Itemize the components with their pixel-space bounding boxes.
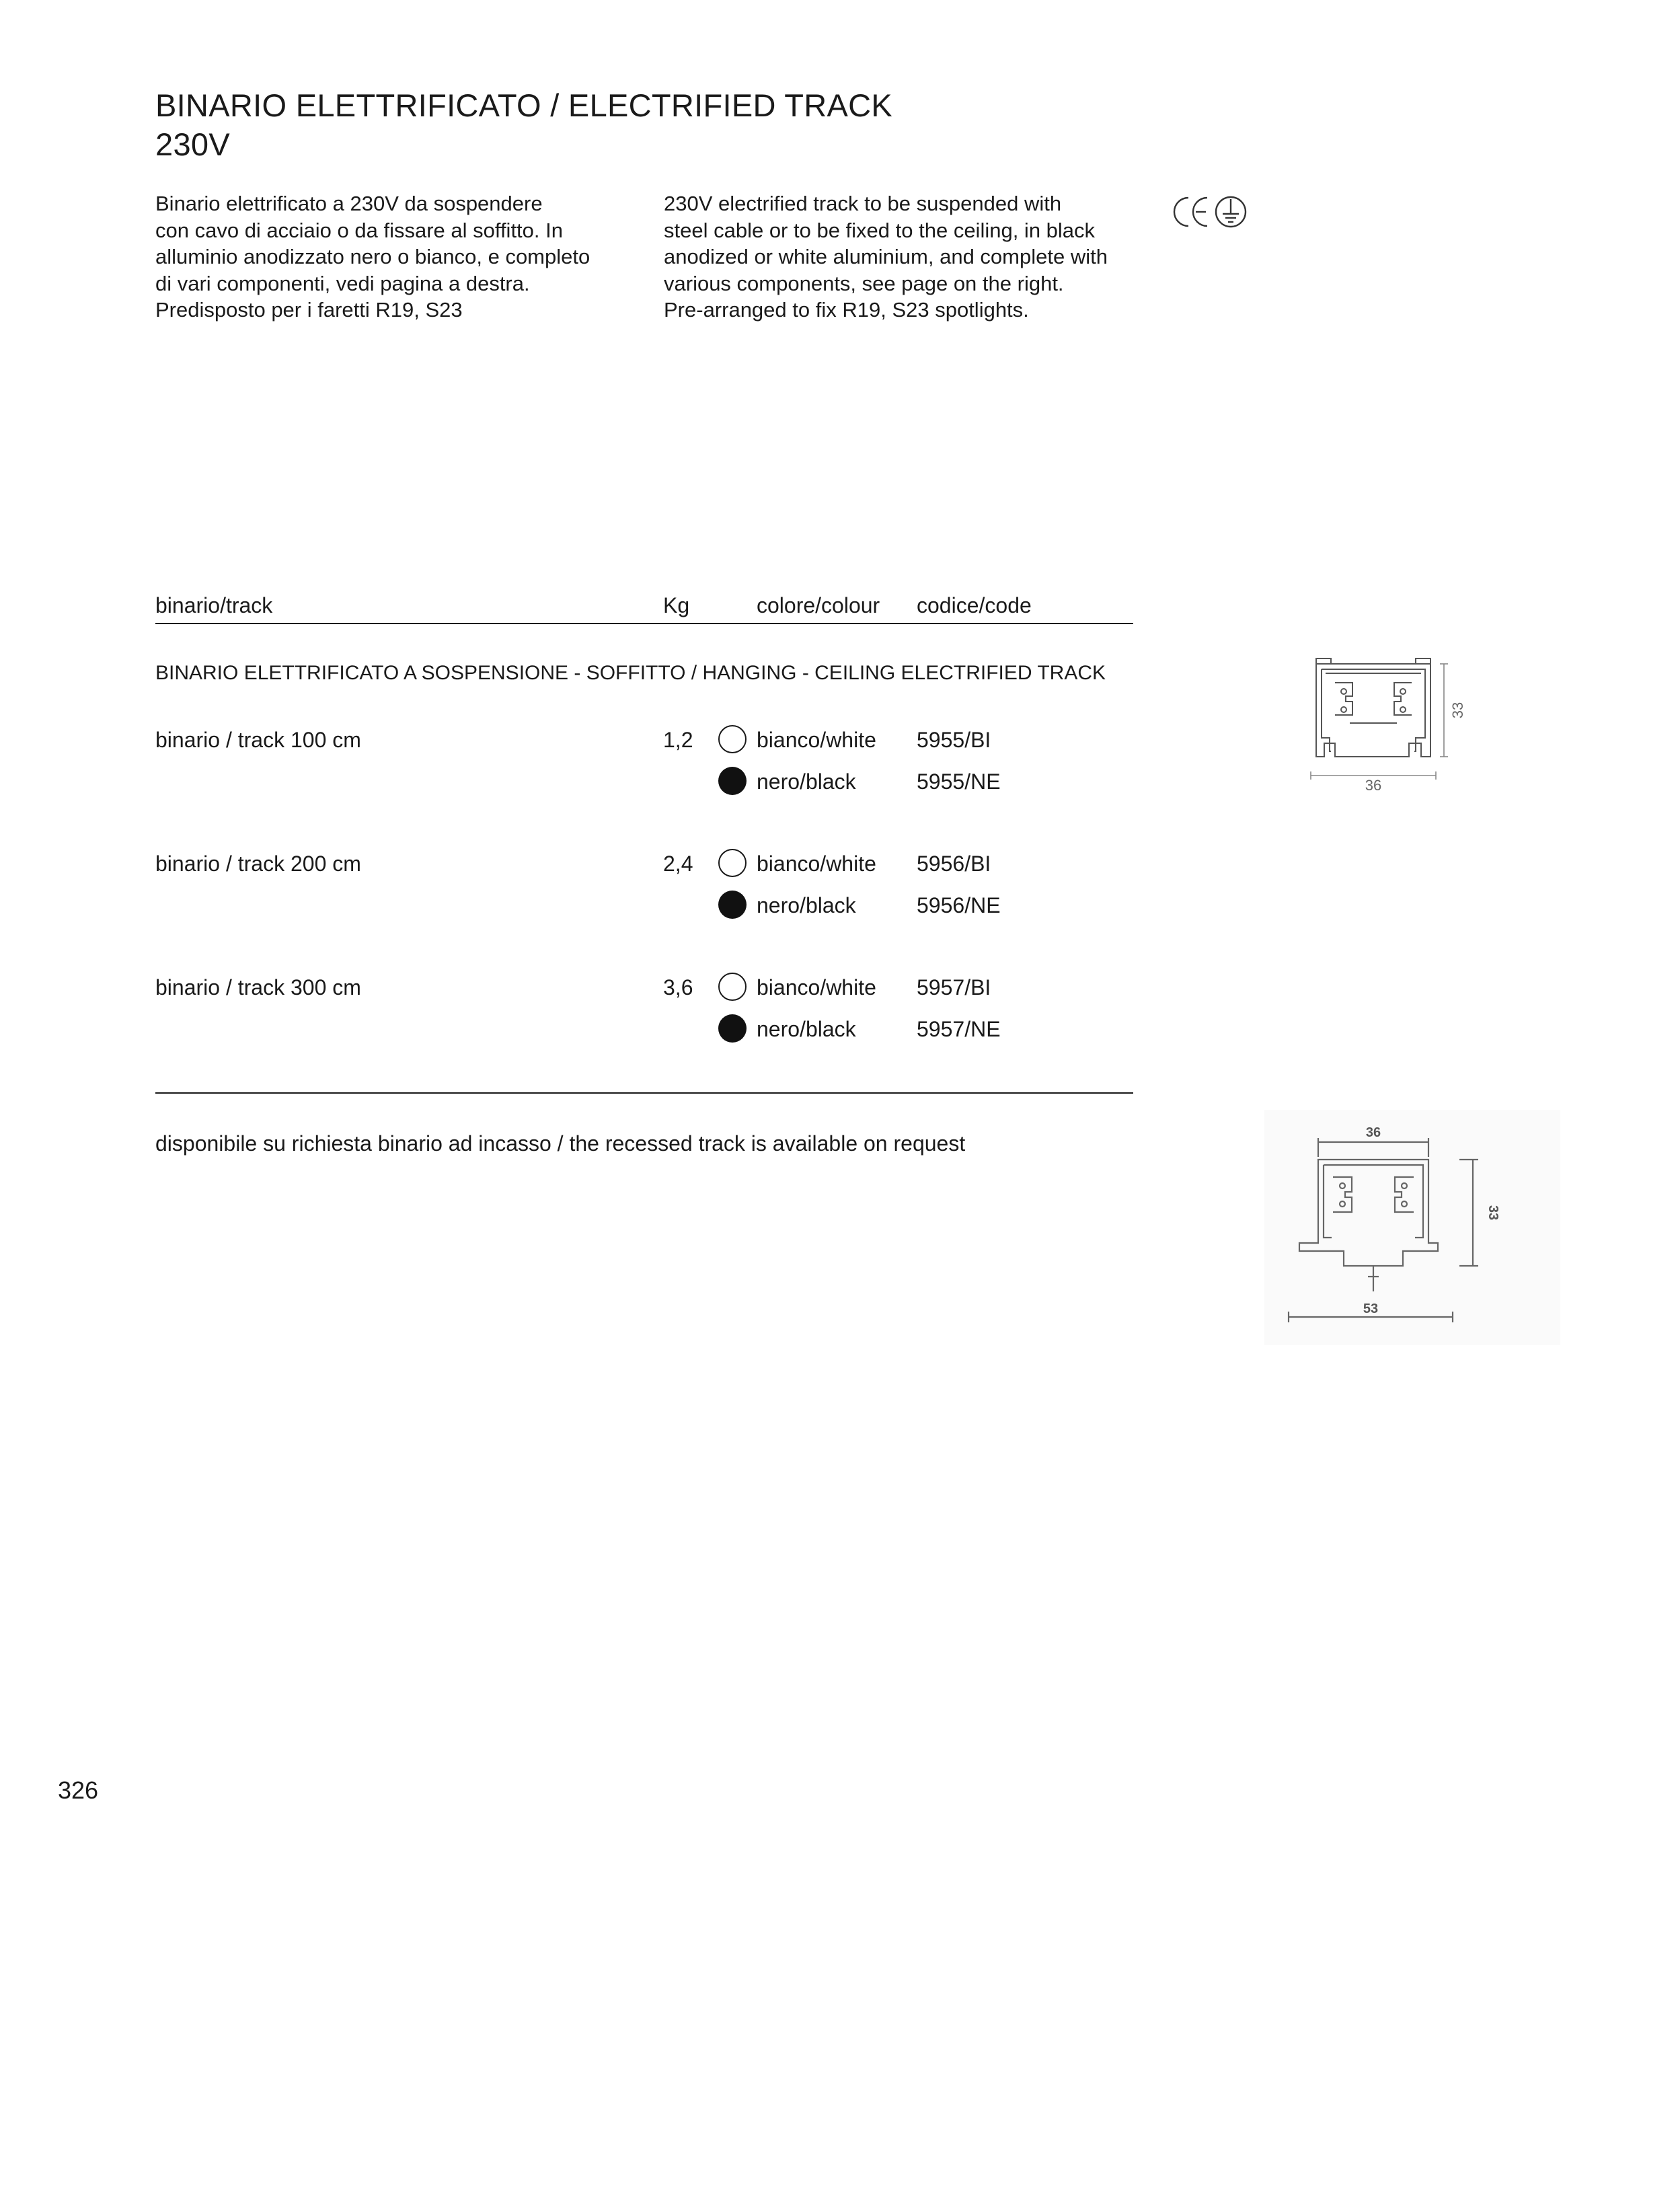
white-swatch-icon <box>718 725 747 753</box>
colour-label: bianco/white <box>757 975 876 999</box>
product-code: 5956/NE <box>917 893 1001 917</box>
page-number: 326 <box>58 1776 99 1804</box>
colour-label: nero/black <box>757 893 856 917</box>
product-code: 5957/BI <box>917 975 991 999</box>
track-kg-300: 3,6 <box>663 975 693 999</box>
white-swatch-icon <box>718 973 747 1001</box>
product-code: 5955/NE <box>917 769 1001 794</box>
product-code: 5956/BI <box>917 852 991 876</box>
ce-mark-icon <box>1174 198 1207 226</box>
track-kg-200: 2,4 <box>663 852 693 876</box>
colour-label: nero/black <box>757 769 856 794</box>
width-dimension-label: 36 <box>1365 777 1382 794</box>
track-kg-100: 1,2 <box>663 728 693 752</box>
certification-icons <box>1170 192 1247 231</box>
colour-label: bianco/white <box>757 852 876 876</box>
desc-en-line: steel cable or to be fixed to the ceiling, in black <box>664 218 1096 242</box>
desc-en-line: Pre-arranged to fix R19, S23 spotlights. <box>664 298 1029 322</box>
availability-note: disponibile su richiesta binario ad incasso / the recessed track is available on request <box>155 1131 966 1156</box>
black-swatch-icon <box>718 1014 747 1043</box>
col-header-track: binario/track <box>155 593 273 617</box>
black-swatch-icon <box>718 891 747 919</box>
height-dimension-label: 33 <box>1486 1205 1500 1221</box>
product-code: 5955/BI <box>917 728 991 752</box>
hanging-track-profile-drawing <box>1308 656 1476 800</box>
recessed-track-profile-drawing <box>1264 1110 1560 1345</box>
desc-it-line: con cavo di acciaio o da fissare al soffitto. In <box>155 218 563 242</box>
desc-en-line: 230V electrified track to be suspended with <box>664 192 1062 215</box>
top-dimension-label: 36 <box>1365 1125 1381 1140</box>
col-header-colour: colore/colour <box>757 593 880 617</box>
track-name-200: binario / track 200 cm <box>155 852 361 876</box>
page-title <box>155 86 892 164</box>
section-title: BINARIO ELETTRIFICATO A SOSPENSIONE - SOFFITTO / HANGING - CEILING ELECTRIFIED TRACK <box>155 662 1106 684</box>
desc-en-line: anodized or white aluminium, and complete with <box>664 245 1108 268</box>
table-header-rule <box>155 623 1133 624</box>
height-dimension-label: 33 <box>1449 702 1466 719</box>
black-swatch-icon <box>718 767 747 795</box>
col-header-code: codice/code <box>917 593 1032 617</box>
white-swatch-icon <box>718 849 747 877</box>
description-english <box>664 190 1161 324</box>
bottom-dimension-label: 53 <box>1363 1302 1379 1316</box>
col-header-kg: Kg <box>663 593 690 617</box>
colour-label: bianco/white <box>757 728 876 752</box>
desc-it-line: Predisposto per i faretti R19, S23 <box>155 298 463 322</box>
desc-it-line: Binario elettrificato a 230V da sospendere <box>155 192 543 215</box>
desc-it-line: alluminio anodizzato nero o bianco, e completo <box>155 245 590 268</box>
title-line-1: BINARIO ELETTRIFICATO / ELECTRIFIED TRACK <box>155 87 893 123</box>
track-name-100: binario / track 100 cm <box>155 728 361 752</box>
product-code: 5957/NE <box>917 1017 1001 1041</box>
desc-en-line: various components, see page on the right. <box>664 271 1064 295</box>
colour-label: nero/black <box>757 1017 856 1041</box>
title-line-2: 230V <box>155 126 230 162</box>
earth-ground-icon <box>1216 197 1246 227</box>
track-name-300: binario / track 300 cm <box>155 975 361 999</box>
table-bottom-rule <box>155 1092 1133 1094</box>
description-italian <box>155 190 653 324</box>
desc-it-line: di vari componenti, vedi pagina a destra. <box>155 271 530 295</box>
